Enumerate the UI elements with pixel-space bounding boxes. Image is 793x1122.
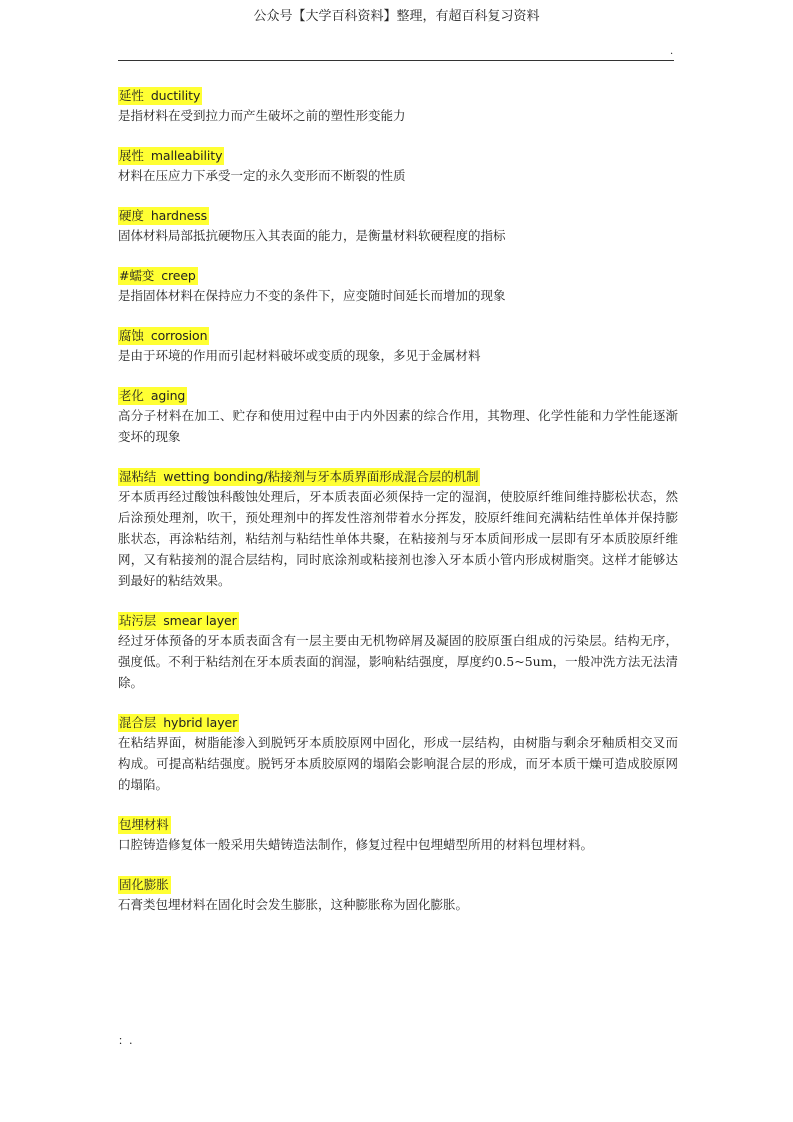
glossary-entry [118,712,678,795]
term-highlight [118,468,480,486]
term-highlight [118,714,239,732]
term-definition: 牙本质再经过酸蚀科酸蚀处理后，牙本质表面必须保持一定的湿润，使胶原纤维间维持膨松状态，然后涂预处理剂，吹干，预处理剂中的挥发性溶剂带着水分挥发，胶原纤维间充满粘结性单体并保持膨胀状态，再涂粘结剂，粘结剂与粘结性单体共聚，在粘接剂与牙本质间形成一层即有牙本质胶原纤维网，又有粘接剂的混合层结构，同时底涂剂或粘接剂也渗入牙本质小管内形成树脂突。这样才能够达到最好的粘结效果。 [118,489,678,588]
header-rule [118,60,674,61]
glossary-entry [118,385,678,447]
term-highlight [118,207,209,225]
glossary-entry [118,205,678,246]
term-definition: 是指材料在受到拉力而产生破坏之前的塑性形变能力 [118,108,406,123]
term-en: aging [150,388,186,403]
term-definition: 高分子材料在加工、贮存和使用过程中由于内外因素的综合作用，其物理、化学性能和力学性能逐渐变坏的现象 [118,408,678,444]
glossary-entry [118,265,678,306]
term-definition: 口腔铸造修复体一般采用失蜡铸造法制作，修复过程中包埋蜡型所用的材料包埋材料。 [118,837,594,852]
term-en: hardness [150,208,208,223]
term-definition: 是指固体材料在保持应力不变的条件下，应变随时间延长而增加的现象 [118,288,506,303]
term-highlight [118,327,209,345]
glossary-entry [118,874,678,915]
term-en: wetting bonding/粘接剂与牙本质界面形成混合层的机制 [163,469,479,484]
term-en: ductility [150,88,201,103]
term-en: malleability [150,148,223,163]
term-cn: 混合层 [119,715,157,730]
term-highlight [118,612,239,630]
term-highlight [118,876,171,894]
glossary-entry [118,85,678,126]
term-highlight [118,147,224,165]
term-cn: 玷污层 [119,613,157,628]
term-highlight [118,387,187,405]
header-rule-mark: . [670,46,674,57]
glossary-entry [118,814,678,855]
term-cn: 固化膨胀 [119,877,169,892]
glossary-entry [118,610,678,693]
term-en: smear layer [163,613,237,628]
term-highlight [118,267,198,285]
glossary-entry [118,325,678,366]
glossary-content [118,85,678,934]
footer-mark: ：. [118,1034,133,1047]
glossary-entry [118,466,678,591]
term-definition: 是由于环境的作用而引起材料破坏或变质的现象，多见于金属材料 [118,348,481,363]
term-definition: 固体材料局部抵抗硬物压入其表面的能力，是衡量材料软硬程度的指标 [118,228,506,243]
glossary-entry [118,145,678,186]
term-en: creep [161,268,196,283]
term-definition: 经过牙体预备的牙本质表面含有一层主要由无机物碎屑及凝固的胶原蛋白组成的污染层。结构无序，强度低。不利于粘结剂在牙本质表面的润湿，影响粘结强度，厚度约0.5~5um，一般冲洗方法无法清除。 [118,633,678,690]
term-cn: 延性 [119,88,144,103]
term-definition: 在粘结界面，树脂能渗入到脱钙牙本质胶原网中固化，形成一层结构，由树脂与剩余牙釉质相交叉而构成。可提高粘结强度。脱钙牙本质胶原网的塌陷会影响混合层的形成，而牙本质干燥可造成胶原网的塌陷。 [118,735,678,792]
term-en: corrosion [150,328,208,343]
term-definition: 材料在压应力下承受一定的永久变形而不断裂的性质 [118,168,406,183]
term-en: hybrid layer [163,715,238,730]
term-cn: 老化 [119,388,144,403]
term-highlight [118,87,202,105]
page-header: 公众号【大学百科资料】整理，有超百科复习资料 [253,9,540,24]
term-cn: 腐蚀 [119,328,144,343]
term-cn: 包埋材料 [119,817,169,832]
term-cn: 展性 [119,148,144,163]
term-highlight [118,816,171,834]
term-cn: 湿粘结 [119,469,157,484]
term-definition: 石膏类包埋材料在固化时会发生膨胀，这种膨胀称为固化膨胀。 [118,897,469,912]
term-cn: 硬度 [119,208,144,223]
term-cn: #蠕变 [119,268,155,283]
